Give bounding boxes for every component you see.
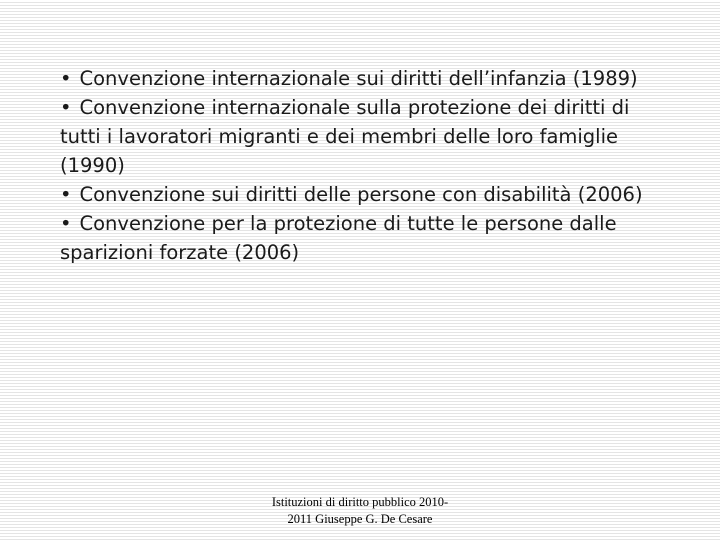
bullet-item-1 (60, 64, 660, 93)
bullet-marker: • (60, 212, 72, 235)
bullet-text: Convenzione internazionale sulla protezione dei diritti di tutti i lavoratori migranti e dei membri delle loro famiglie (1990) (60, 96, 630, 177)
bullet-marker: • (60, 183, 72, 206)
bullet-marker: • (60, 67, 72, 90)
bullet-text: Convenzione sui diritti delle persone con disabilità (2006) (79, 183, 643, 206)
bullet-item-2 (60, 93, 660, 180)
bullet-item-3 (60, 180, 660, 209)
bullet-list (60, 64, 660, 267)
bullet-text: Convenzione internazionale sui diritti dell’infanzia (1989) (79, 67, 638, 90)
slide-footer (220, 494, 500, 528)
bullet-text: Convenzione per la protezione di tutte le persone dalle sparizioni forzate (2006) (60, 212, 617, 264)
bullet-item-4 (60, 209, 660, 267)
footer-line-2: 2011 Giuseppe G. De Cesare (287, 512, 433, 526)
bullet-marker: • (60, 96, 72, 119)
footer-line-1: Istituzioni di diritto pubblico 2010- (271, 495, 449, 509)
